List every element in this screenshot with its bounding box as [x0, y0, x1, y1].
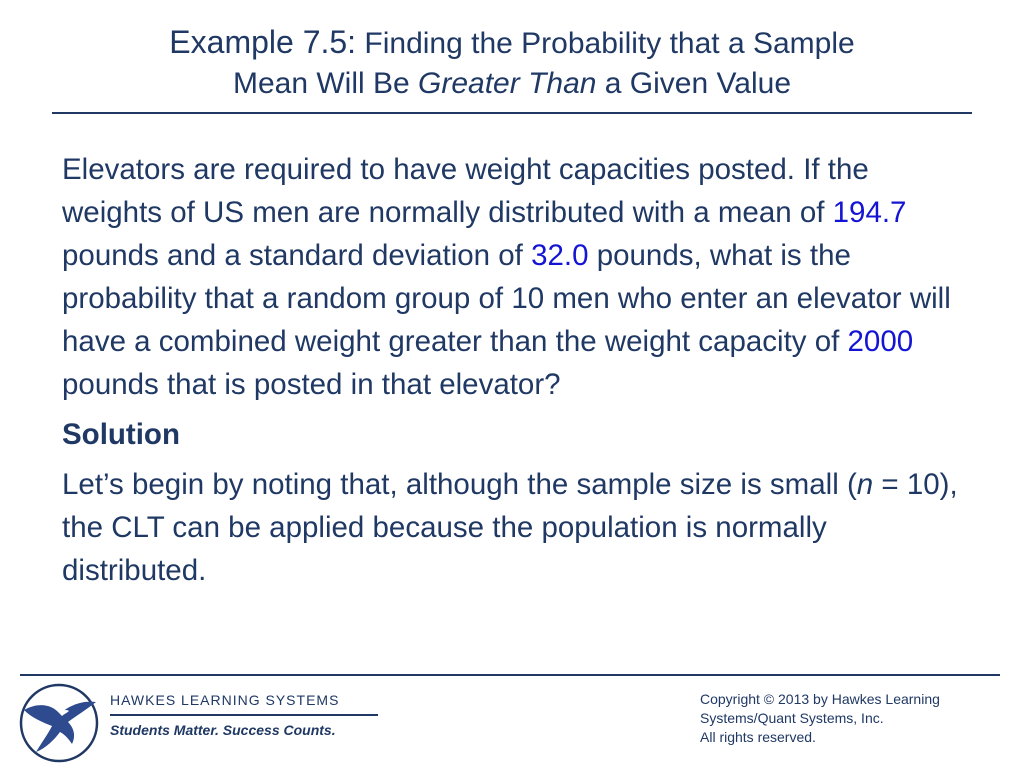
- solution-text-a: Let’s begin by noting that, although the sample size is small (: [62, 468, 857, 501]
- title-text-2b: a Given Value: [596, 67, 792, 100]
- eagle-logo-icon: [18, 682, 100, 764]
- title-line-1: [40, 22, 984, 64]
- capacity-value: 2000: [847, 325, 914, 358]
- solution-heading: Solution: [62, 418, 180, 451]
- slide-body: [62, 148, 972, 592]
- brand-name: HAWKES LEARNING SYSTEMS: [110, 692, 340, 708]
- title-example-number: Example 7.5:: [169, 24, 357, 60]
- title-divider: [52, 112, 972, 114]
- problem-text-a: Elevators are required to have weight capacities posted. If the weights of US men are normally distributed with a mean of: [62, 153, 869, 229]
- copyright-line-2: Systems/Quant Systems, Inc.: [700, 710, 884, 726]
- title-text-1: Finding the Probability that a Sample: [356, 27, 855, 60]
- sd-value: 32.0: [531, 239, 589, 272]
- brand-underline: [110, 714, 378, 716]
- copyright-line-1: Copyright © 2013 by Hawkes Learning: [700, 691, 940, 707]
- slide-title: [40, 22, 984, 104]
- mean-value: 194.7: [832, 196, 907, 229]
- problem-text-c: pounds, what is the probability that a random group of 10 men who enter an elevator will have a combined weight greater than the weight capacity of: [62, 239, 951, 358]
- problem-paragraph: [62, 148, 972, 406]
- sample-size-variable: n: [856, 468, 874, 501]
- problem-text-b: pounds and a standard deviation of: [62, 239, 532, 272]
- title-emphasis: Greater Than: [418, 67, 597, 100]
- solution-paragraph: [62, 463, 972, 592]
- footer-divider: [20, 674, 1000, 676]
- copyright-line-3: All rights reserved.: [700, 729, 816, 745]
- title-text-2a: Mean Will Be: [232, 67, 419, 100]
- copyright-notice: [700, 690, 1010, 747]
- solution-text-b: = 10), the CLT can be applied because the population is normally distributed.: [62, 468, 958, 587]
- title-line-2: [40, 64, 984, 104]
- problem-text-d: pounds that is posted in that elevator?: [62, 368, 561, 401]
- brand-tagline: Students Matter. Success Counts.: [110, 722, 336, 738]
